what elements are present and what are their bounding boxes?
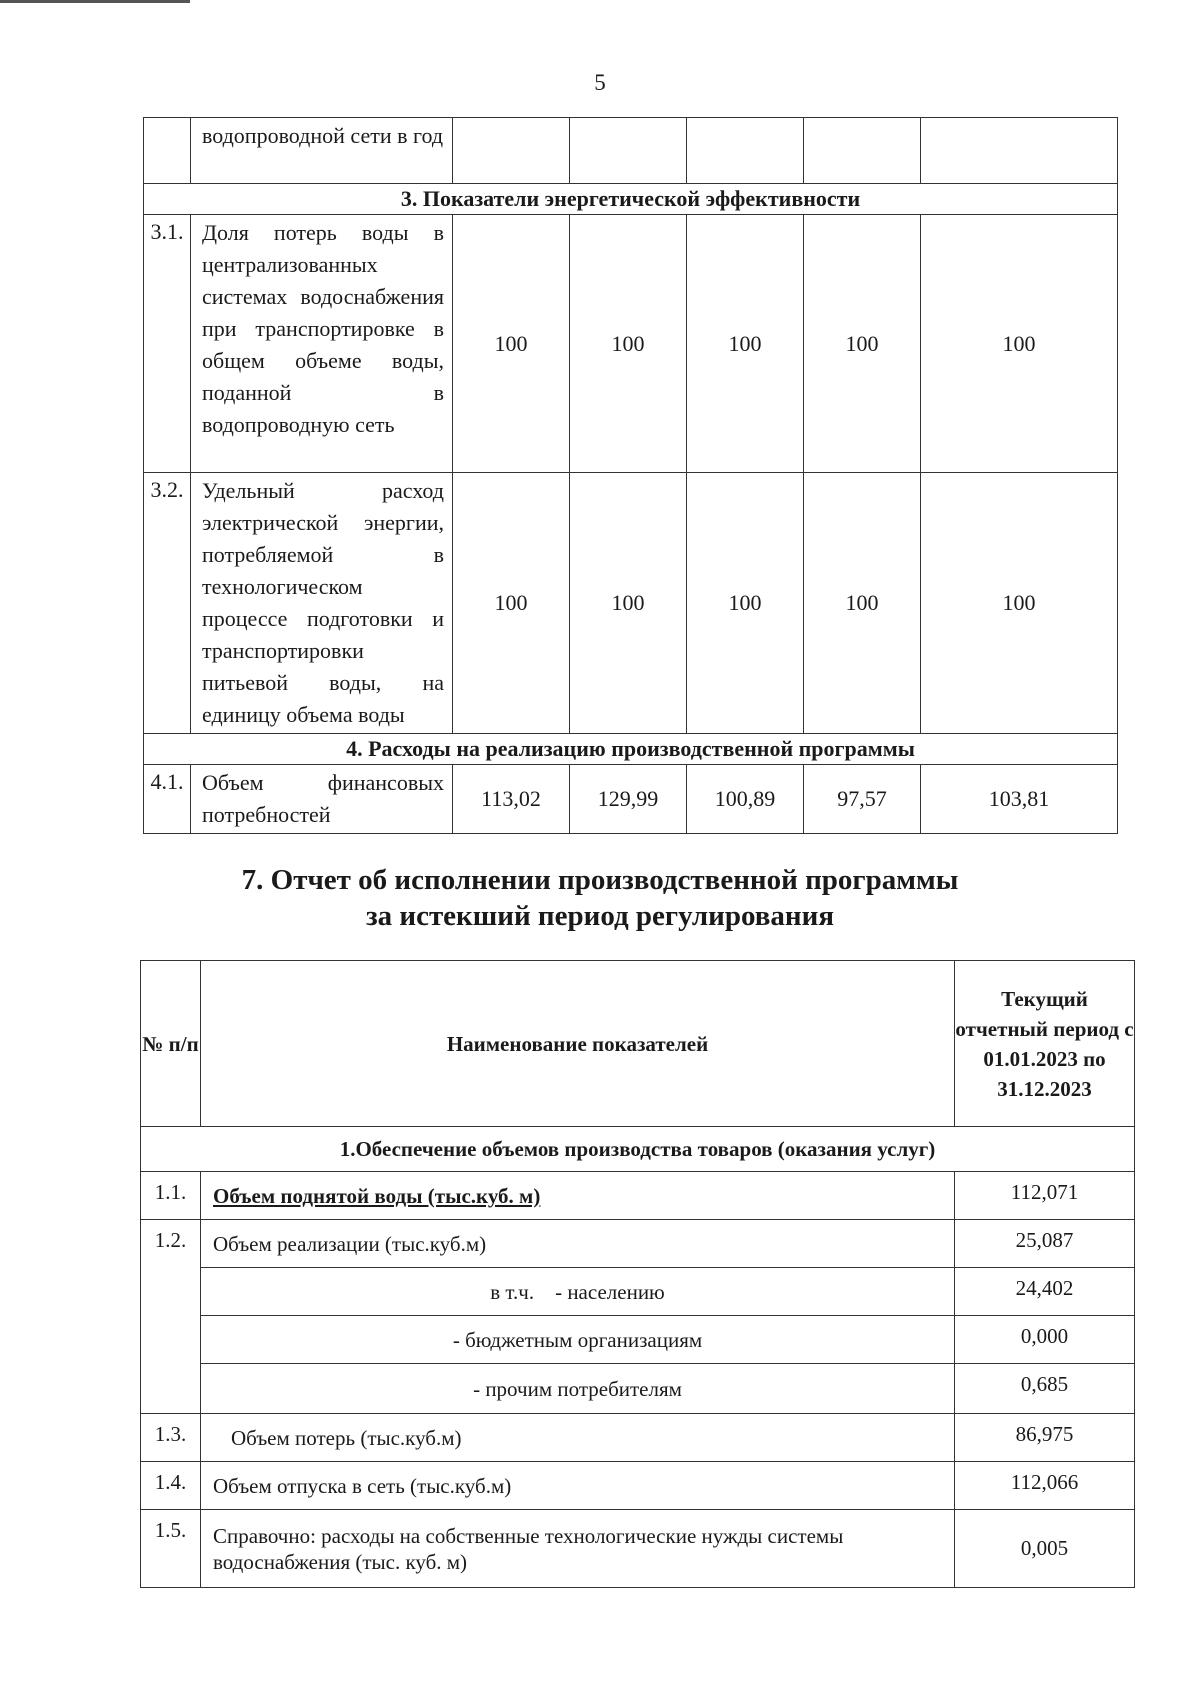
value-cell: 100	[921, 215, 1118, 473]
section-3-title: 3. Показатели энергетической эффективности	[144, 184, 1118, 215]
value-cell: 25,087	[955, 1220, 1135, 1268]
indicator-subitem: - бюджетным организациям	[201, 1316, 955, 1364]
value-cell: 100,89	[687, 765, 804, 834]
table-row	[141, 1268, 1135, 1316]
value-cell: 112,066	[955, 1462, 1135, 1510]
table-row	[144, 118, 1118, 184]
value-cell: 0,000	[955, 1316, 1135, 1364]
targets-table-continued	[143, 117, 1118, 834]
value-cell: 100	[570, 473, 687, 734]
table-row	[141, 1172, 1135, 1220]
value-cell: 100	[921, 473, 1118, 734]
row-number: 1.3.	[141, 1414, 201, 1462]
indicator-subitem: в т.ч. - населению	[201, 1268, 955, 1316]
section-row	[144, 734, 1118, 765]
indicator-name: Доля потерь воды в централизованных системах водоснабжения при транспортировке в общем объеме воды, поданной в водопроводную сеть	[191, 215, 453, 473]
value-cell: 0,005	[955, 1510, 1135, 1588]
scan-edge-mark	[0, 0, 190, 3]
table-row	[141, 1414, 1135, 1462]
section-row	[141, 1127, 1135, 1172]
table-row	[141, 1220, 1135, 1268]
value-cell: 100	[687, 473, 804, 734]
value-cell: 100	[687, 215, 804, 473]
table-row	[141, 1510, 1135, 1588]
header-name: Наименование показателей	[201, 961, 955, 1127]
page-number: 5	[594, 70, 606, 95]
indicator-name: Объем реализации (тыс.куб.м)	[201, 1220, 955, 1268]
section-7-title-line2: за истекший период регулирования	[365, 900, 835, 932]
row-number: 1.5.	[141, 1510, 201, 1588]
indicator-name: Объем поднятой воды (тыс.куб. м)	[213, 1183, 541, 1208]
section-7-title-line1: 7. Отчет об исполнении производственной программы	[241, 864, 959, 896]
section-4-title: 4. Расходы на реализацию производственной программы	[144, 734, 1118, 765]
value-cell: 113,02	[453, 765, 570, 834]
value-cell: 129,99	[570, 765, 687, 834]
header-period: Текущий отчетный период с 01.01.2023 по 31.12.2023	[955, 961, 1135, 1127]
table-row	[141, 1462, 1135, 1510]
continuation-text: водопроводной сети в год	[191, 118, 453, 184]
value-cell: 100	[804, 473, 921, 734]
indicator-name: Удельный расход электрической энергии, потребляемой в технологическом процессе подготовки и транспортировки питьевой воды, на единицу объема воды	[191, 473, 453, 734]
section-1-title: 1.Обеспечение объемов производства товаров (оказания услуг)	[141, 1127, 1135, 1172]
table-row	[144, 765, 1118, 834]
value-cell: 97,57	[804, 765, 921, 834]
indicator-name: Объем финансовых потребностей	[191, 765, 453, 834]
header-number: № п/п	[141, 961, 201, 1127]
indicator-name: Объем потерь (тыс.куб.м)	[201, 1414, 955, 1462]
row-number: 1.1.	[141, 1172, 201, 1220]
row-number: 4.1.	[144, 765, 191, 834]
value-cell: 100	[453, 215, 570, 473]
section-row	[144, 184, 1118, 215]
value-cell: 112,071	[955, 1172, 1135, 1220]
table-row	[144, 473, 1118, 734]
value-cell: 100	[804, 215, 921, 473]
indicator-name: Справочно: расходы на собственные технологические нужды системы водоснабжения (тыс. куб. м)	[201, 1510, 955, 1588]
value-cell: 100	[570, 215, 687, 473]
value-cell: 86,975	[955, 1414, 1135, 1462]
value-cell: 24,402	[955, 1268, 1135, 1316]
table-row	[144, 215, 1118, 473]
indicator-subitem: - прочим потребителям	[201, 1364, 955, 1414]
table-row	[141, 1364, 1135, 1414]
row-number: 3.1.	[144, 215, 191, 473]
value-cell: 0,685	[955, 1364, 1135, 1414]
value-cell: 100	[453, 473, 570, 734]
row-number: 3.2.	[144, 473, 191, 734]
table-row	[141, 1316, 1135, 1364]
header-row	[141, 961, 1135, 1127]
row-number: 1.4.	[141, 1462, 201, 1510]
value-cell: 103,81	[921, 765, 1118, 834]
row-number: 1.2.	[141, 1220, 201, 1414]
program-report-table	[140, 960, 1135, 1588]
indicator-name: Объем отпуска в сеть (тыс.куб.м)	[201, 1462, 955, 1510]
